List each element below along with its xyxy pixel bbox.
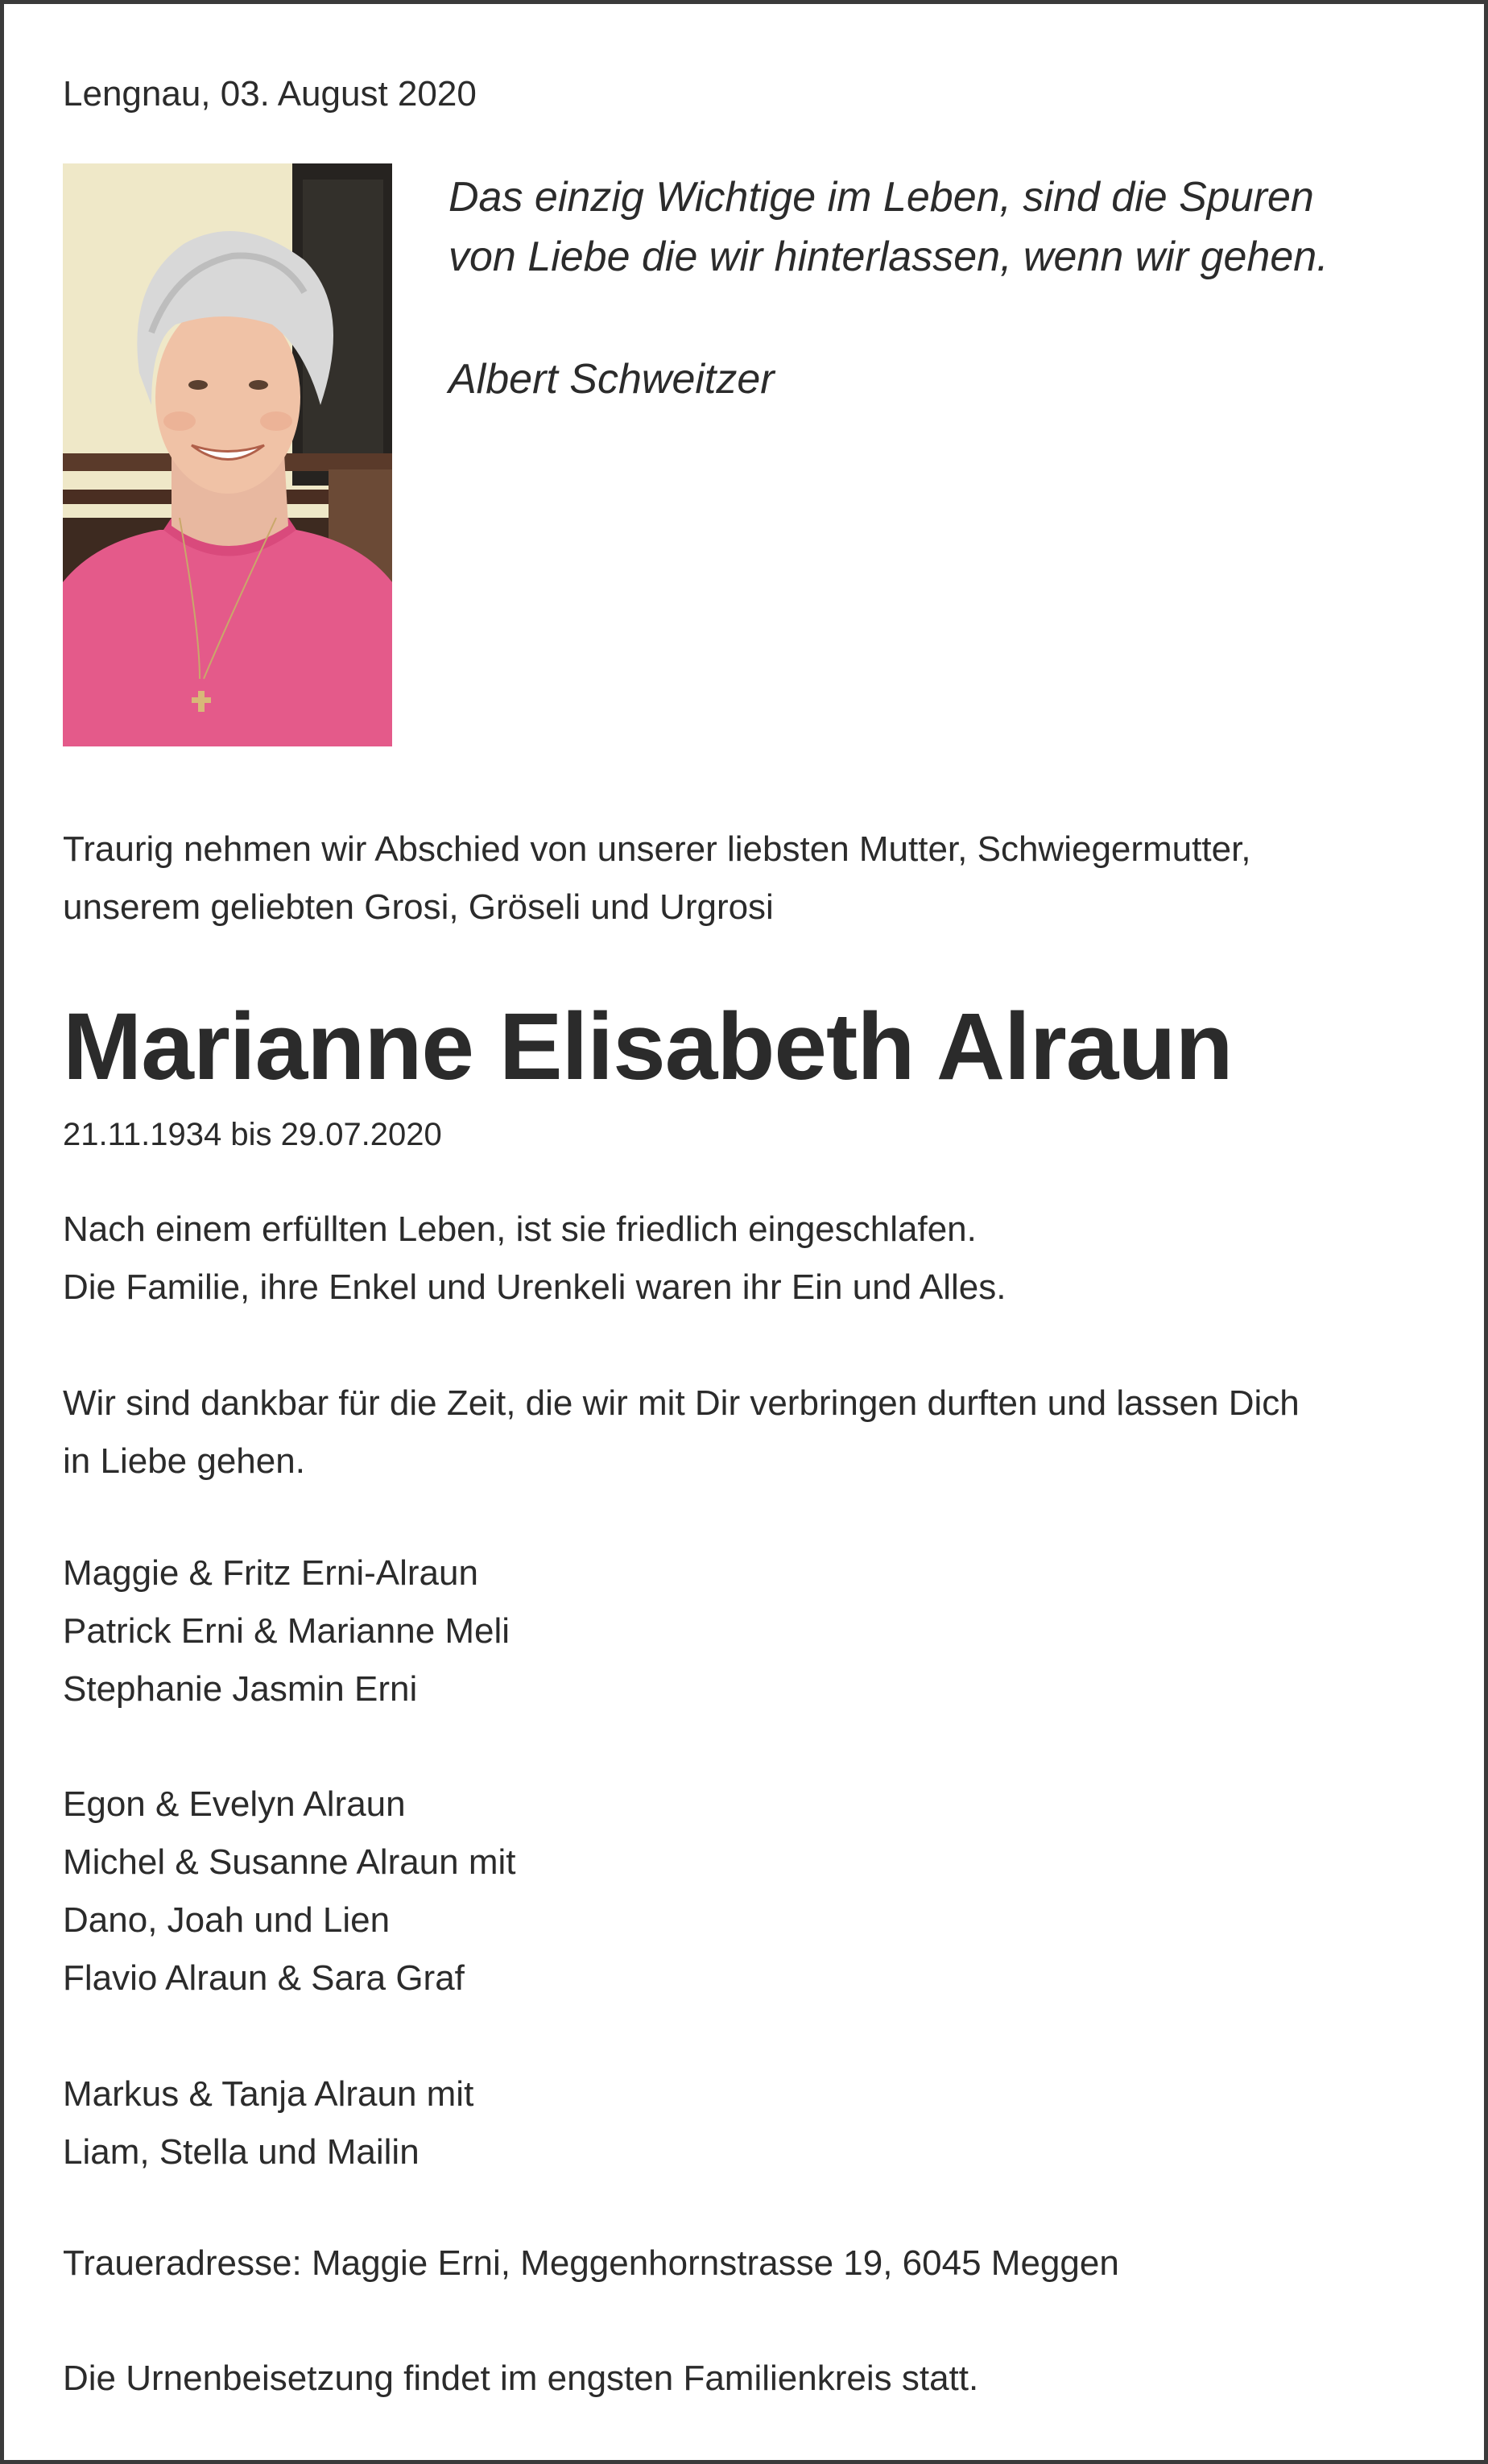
life-dates: 21.11.1934 bis 29.07.2020 (63, 1117, 442, 1152)
paragraph-line: Die Familie, ihre Enkel und Urenkeli waren ihr Ein und Alles. (63, 1267, 1006, 1307)
quote-line: Das einzig Wichtige im Leben, sind die Spuren (448, 174, 1314, 221)
mourning-address: Traueradresse: Maggie Erni, Meggenhornstrasse 19, 6045 Meggen (63, 2243, 1119, 2283)
family-line: Egon & Evelyn Alraun (63, 1784, 406, 1824)
family-line: Liam, Stella und Mailin (63, 2132, 420, 2172)
family-group-3 (63, 2065, 473, 2181)
family-line: Dano, Joah und Lien (63, 1900, 391, 1940)
paragraph-line: in Liebe gehen. (63, 1441, 305, 1481)
portrait-photo (63, 163, 392, 746)
family-line: Stephanie Jasmin Erni (63, 1669, 418, 1709)
intro-line: Traurig nehmen wir Abschied von unserer liebsten Mutter, Schwiegermutter, (63, 829, 1251, 869)
paragraph-gratitude (63, 1375, 1300, 1490)
family-line: Maggie & Fritz Erni-Alraun (63, 1553, 478, 1593)
paragraph-line: Wir sind dankbar für die Zeit, die wir mit Dir verbringen durften und lassen Dich (63, 1383, 1300, 1423)
final-note: Die Urnenbeisetzung findet im engsten Familienkreis statt. (63, 2359, 979, 2398)
intro-text (63, 821, 1251, 936)
quote (448, 167, 1329, 287)
intro-line: unserem geliebten Grosi, Gröseli und Urgrosi (63, 887, 774, 927)
paragraph-line: Nach einem erfüllten Leben, ist sie friedlich eingeschlafen. (63, 1209, 977, 1249)
deceased-name: Marianne Elisabeth Alraun (63, 994, 1233, 1100)
family-line: Markus & Tanja Alraun mit (63, 2074, 474, 2114)
place-date: Lengnau, 03. August 2020 (63, 74, 477, 114)
family-group-1 (63, 1544, 510, 1718)
family-line: Michel & Susanne Alraun mit (63, 1842, 516, 1882)
family-line: Patrick Erni & Marianne Meli (63, 1611, 510, 1651)
quote-line: von Liebe die wir hinterlassen, wenn wir gehen. (448, 234, 1329, 280)
family-group-2 (63, 1776, 516, 2007)
quote-author: Albert Schweitzer (448, 356, 775, 403)
paragraph-life (63, 1201, 1006, 1317)
family-line: Flavio Alraun & Sara Graf (63, 1958, 465, 1998)
